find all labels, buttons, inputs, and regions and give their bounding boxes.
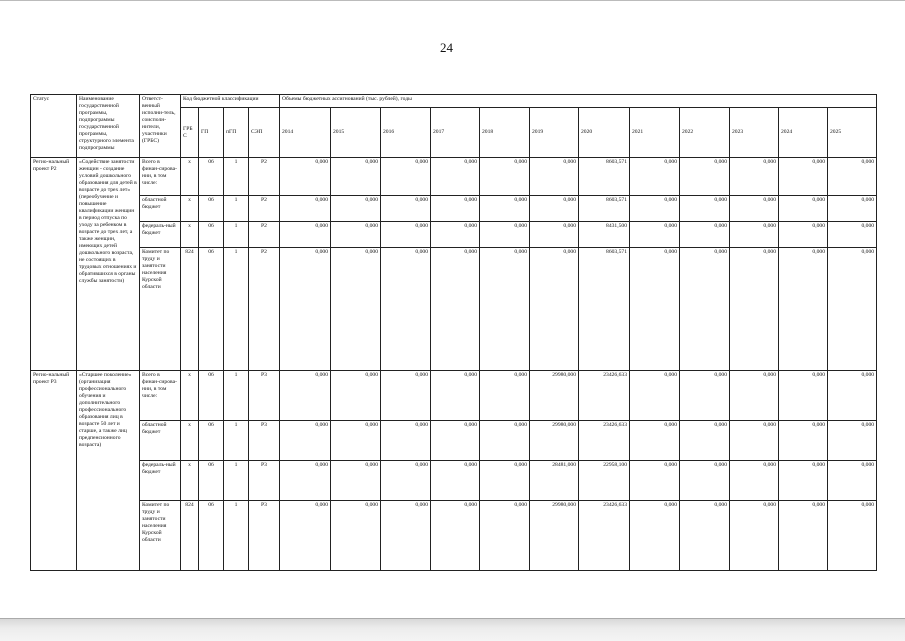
value-cell: 0,000: [530, 248, 579, 371]
header-year: 2014: [280, 108, 331, 158]
table-row: [31, 222, 877, 248]
value-cell: 0,000: [381, 158, 431, 196]
value-cell: 0,000: [480, 421, 530, 461]
header-year: 2022: [680, 108, 730, 158]
table-row: [31, 461, 877, 501]
value-cell: 0,000: [779, 248, 828, 371]
code-pgp: 1: [224, 501, 249, 571]
code-grbs: х: [181, 421, 199, 461]
value-cell: 0,000: [828, 501, 877, 571]
header-year: 2023: [730, 108, 779, 158]
value-cell: 23426,633: [579, 501, 630, 571]
value-cell: 8603,571: [579, 196, 630, 222]
code-gp: 06: [199, 421, 224, 461]
project-status: Регио-нальный проект Р2: [31, 158, 77, 371]
value-cell: 0,000: [680, 196, 730, 222]
value-cell: 0,000: [680, 501, 730, 571]
value-cell: 0,000: [381, 222, 431, 248]
value-cell: 0,000: [480, 461, 530, 501]
code-grbs: х: [181, 222, 199, 248]
value-cell: 0,000: [680, 248, 730, 371]
value-cell: 0,000: [381, 421, 431, 461]
value-cell: 0,000: [431, 196, 480, 222]
code-gp: 06: [199, 222, 224, 248]
header-year: 2025: [828, 108, 877, 158]
code-sem: Р2: [249, 196, 280, 222]
value-cell: 28481,000: [530, 461, 579, 501]
code-pgp: 1: [224, 158, 249, 196]
value-cell: 0,000: [730, 501, 779, 571]
row-executor: Всего в финан-сирова-нии, в том числе:: [140, 158, 181, 196]
value-cell: 0,000: [280, 158, 331, 196]
code-grbs: х: [181, 158, 199, 196]
value-cell: 0,000: [480, 371, 530, 421]
value-cell: 0,000: [331, 158, 381, 196]
value-cell: 0,000: [530, 158, 579, 196]
value-cell: 8603,571: [579, 248, 630, 371]
value-cell: 8431,500: [579, 222, 630, 248]
value-cell: 0,000: [730, 158, 779, 196]
value-cell: 29980,000: [530, 501, 579, 571]
value-cell: 29980,000: [530, 371, 579, 421]
value-cell: 0,000: [779, 461, 828, 501]
header-name: Наименование государственной программы, подпрограммы государственной программы, структурного элемента подпрограммы: [77, 95, 140, 158]
project-status: Регио-нальный проект Р3: [31, 371, 77, 571]
value-cell: 0,000: [730, 421, 779, 461]
value-cell: 0,000: [630, 222, 680, 248]
header-year: 2020: [579, 108, 630, 158]
header-gp: ГП: [199, 108, 224, 158]
header-code-group: Код бюджетной классификации: [181, 95, 280, 108]
code-pgp: 1: [224, 222, 249, 248]
value-cell: 0,000: [730, 371, 779, 421]
value-cell: 0,000: [431, 158, 480, 196]
value-cell: 0,000: [730, 461, 779, 501]
code-gp: 06: [199, 501, 224, 571]
value-cell: 0,000: [828, 158, 877, 196]
value-cell: 0,000: [779, 222, 828, 248]
value-cell: 0,000: [381, 196, 431, 222]
value-cell: 8603,571: [579, 158, 630, 196]
header-pgp: пГП: [224, 108, 249, 158]
row-executor: Комитет по труду и занятости населения Курской области: [140, 248, 181, 371]
value-cell: 0,000: [331, 196, 381, 222]
value-cell: 0,000: [280, 222, 331, 248]
value-cell: 0,000: [530, 196, 579, 222]
code-sem: Р2: [249, 248, 280, 371]
value-cell: 23426,633: [579, 421, 630, 461]
project-name: «Содействие занятости женщин - создание условий дошкольного образования для детей в возрасте до трех лет» (переобучение и повышение квалификации женщин в период отпуска по уходу за ребенком в возрасте до трех лет, а также женщин, имеющих детей дошкольного возраста, не состоящих в трудовых отношениях и обратившихся в органы службы занятости): [77, 158, 140, 371]
value-cell: 0,000: [431, 501, 480, 571]
value-cell: 0,000: [331, 222, 381, 248]
value-cell: 0,000: [331, 248, 381, 371]
value-cell: 0,000: [680, 421, 730, 461]
header-year: 2021: [630, 108, 680, 158]
value-cell: 0,000: [828, 421, 877, 461]
value-cell: 0,000: [331, 461, 381, 501]
table-row: [31, 158, 877, 196]
value-cell: 0,000: [730, 222, 779, 248]
code-sem: Р3: [249, 501, 280, 571]
code-pgp: 1: [224, 248, 249, 371]
value-cell: 0,000: [431, 248, 480, 371]
code-sem: Р2: [249, 222, 280, 248]
header-volumes: Объемы бюджетных ассигнований (тыс. рублей), годы: [280, 95, 877, 108]
code-pgp: 1: [224, 461, 249, 501]
value-cell: 0,000: [730, 196, 779, 222]
value-cell: 0,000: [280, 461, 331, 501]
header-year: 2015: [331, 108, 381, 158]
page-top-edge: [0, 0, 905, 1]
header-year: 2018: [480, 108, 530, 158]
code-grbs: х: [181, 371, 199, 421]
table-row: [31, 248, 877, 371]
header-status: Статус: [31, 95, 77, 158]
value-cell: 0,000: [730, 248, 779, 371]
value-cell: 0,000: [381, 501, 431, 571]
value-cell: 0,000: [431, 461, 480, 501]
value-cell: 0,000: [331, 371, 381, 421]
header-year: 2016: [381, 108, 431, 158]
code-gp: 06: [199, 461, 224, 501]
code-sem: Р2: [249, 158, 280, 196]
value-cell: 0,000: [331, 501, 381, 571]
value-cell: 0,000: [630, 196, 680, 222]
value-cell: 0,000: [480, 222, 530, 248]
row-executor: федераль-ный бюджет: [140, 461, 181, 501]
header-executor: Ответст-венный исполни-тель, соисполн-нители, участники (ГРБС): [140, 95, 181, 158]
header-year: 2019: [530, 108, 579, 158]
value-cell: 0,000: [280, 371, 331, 421]
row-executor: федераль-ный бюджет: [140, 222, 181, 248]
project-name: «Старшее поколение» (организация профессионального обучения и дополнительного профессионального образования лиц в возрасте 50 лет и старше, а также лиц предпенсионного возраста): [77, 371, 140, 571]
value-cell: 0,000: [779, 158, 828, 196]
value-cell: 22958,100: [579, 461, 630, 501]
code-grbs: 824: [181, 248, 199, 371]
code-sem: Р3: [249, 461, 280, 501]
page-bottom-edge: [0, 618, 905, 641]
code-gp: 06: [199, 196, 224, 222]
value-cell: 0,000: [630, 501, 680, 571]
table-row: [31, 421, 877, 461]
value-cell: 0,000: [381, 248, 431, 371]
value-cell: 0,000: [630, 371, 680, 421]
code-grbs: 824: [181, 501, 199, 571]
value-cell: 0,000: [431, 421, 480, 461]
value-cell: 0,000: [480, 158, 530, 196]
value-cell: 0,000: [331, 421, 381, 461]
code-grbs: х: [181, 196, 199, 222]
code-grbs: х: [181, 461, 199, 501]
code-gp: 06: [199, 371, 224, 421]
budget-table: [30, 94, 877, 571]
header-sem: СЭП: [249, 108, 280, 158]
row-executor: областной бюджет: [140, 196, 181, 222]
header-grbs: ГРБ С: [181, 108, 199, 158]
code-sem: Р3: [249, 421, 280, 461]
table-row: [31, 196, 877, 222]
table-row: [31, 501, 877, 571]
value-cell: 0,000: [431, 371, 480, 421]
value-cell: 0,000: [480, 501, 530, 571]
value-cell: 0,000: [381, 461, 431, 501]
value-cell: 0,000: [779, 371, 828, 421]
value-cell: 0,000: [280, 501, 331, 571]
value-cell: 0,000: [828, 461, 877, 501]
value-cell: 0,000: [779, 196, 828, 222]
value-cell: 0,000: [480, 248, 530, 371]
value-cell: 0,000: [779, 501, 828, 571]
value-cell: 0,000: [828, 196, 877, 222]
page-number: 24: [440, 40, 453, 55]
row-executor: областной бюджет: [140, 421, 181, 461]
value-cell: 0,000: [680, 461, 730, 501]
code-gp: 06: [199, 158, 224, 196]
code-sem: Р3: [249, 371, 280, 421]
table-row: [31, 371, 877, 421]
code-pgp: 1: [224, 196, 249, 222]
value-cell: 0,000: [381, 371, 431, 421]
value-cell: 0,000: [630, 248, 680, 371]
header-year: 2024: [779, 108, 828, 158]
value-cell: 0,000: [779, 421, 828, 461]
header-year: 2017: [431, 108, 480, 158]
value-cell: 0,000: [680, 371, 730, 421]
row-executor: Всего в финан-сирова-нии, в том числе:: [140, 371, 181, 421]
value-cell: 0,000: [280, 248, 331, 371]
row-executor: Комитет по труду и занятости населения Курской области: [140, 501, 181, 571]
value-cell: 0,000: [680, 158, 730, 196]
value-cell: 0,000: [630, 461, 680, 501]
value-cell: 0,000: [828, 222, 877, 248]
value-cell: 23426,633: [579, 371, 630, 421]
value-cell: 0,000: [480, 196, 530, 222]
value-cell: 0,000: [431, 222, 480, 248]
value-cell: 0,000: [680, 222, 730, 248]
code-pgp: 1: [224, 421, 249, 461]
value-cell: 0,000: [828, 371, 877, 421]
code-gp: 06: [199, 248, 224, 371]
value-cell: 29980,000: [530, 421, 579, 461]
value-cell: 0,000: [828, 248, 877, 371]
value-cell: 0,000: [630, 158, 680, 196]
value-cell: 0,000: [530, 222, 579, 248]
value-cell: 0,000: [280, 421, 331, 461]
value-cell: 0,000: [630, 421, 680, 461]
code-pgp: 1: [224, 371, 249, 421]
value-cell: 0,000: [280, 196, 331, 222]
